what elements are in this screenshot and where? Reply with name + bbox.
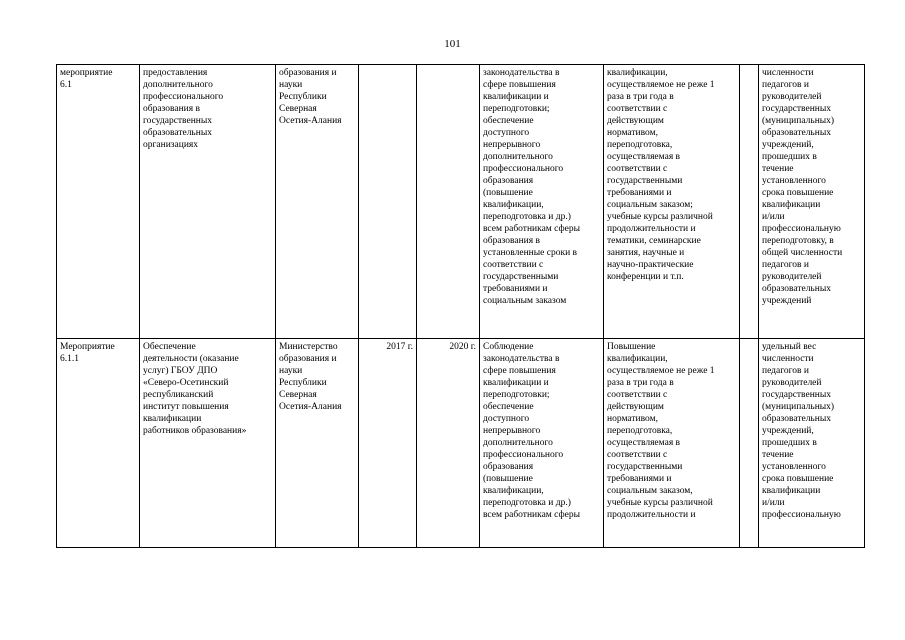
main-directions-cell: Повышение квалификации, осуществляемое не реже 1 раза в три года в соответствии с действующим нормативом, переподготовка, осуществляемая в соответствии с государственными требованиями и социальным заказом, учебные курсы различной продолжительности и bbox=[604, 339, 740, 548]
main-directions-cell: квалификации, осуществляемое не реже 1 раза в три года в соответствии с действующим нормативом, переподготовка, осуществляемая в соответствии с государственными требованиями и социальным заказом; учебные курсы различной продолжительности и тематики, семинарские занятия, научные и научно-практические конференции и т.п. bbox=[604, 65, 740, 339]
start-date-cell: 2017 г. bbox=[359, 339, 417, 548]
page-number: 101 bbox=[444, 38, 461, 50]
start-date-cell bbox=[359, 65, 417, 339]
executor-cell: Министерство образования и науки Республики Северная Осетия-Алания bbox=[276, 339, 359, 548]
empty-cell bbox=[740, 339, 759, 548]
table-row bbox=[57, 339, 865, 548]
event-name-cell: предоставления дополнительного профессионального образования в государственных образовательных организациях bbox=[140, 65, 276, 339]
indicator-cell: численности педагогов и руководителей государственных (муниципальных) образовательных учреждений, прошедших в течение установленного срока повышение квалификации и/или профессиональную переподготовку, в общей численности педагогов и руководителей образовательных учреждений bbox=[759, 65, 865, 339]
program-table bbox=[56, 64, 865, 548]
end-date-cell: 2020 г. bbox=[417, 339, 480, 548]
executor-cell: образования и науки Республики Северная Осетия-Алания bbox=[276, 65, 359, 339]
event-id-cell: Мероприятие 6.1.1 bbox=[57, 339, 140, 548]
event-name-cell: Обеспечение деятельности (оказание услуг) ГБОУ ДПО «Северо-Осетинский республиканский институт повышения квалификации работников образования» bbox=[140, 339, 276, 548]
indicator-cell: удельный вес численности педагогов и руководителей государственных (муниципальных) образовательных учреждений, прошедших в течение установленного срока повышение квалификации и/или профессиональную bbox=[759, 339, 865, 548]
table-row bbox=[57, 65, 865, 339]
event-id-cell: мероприятие 6.1 bbox=[57, 65, 140, 339]
empty-cell bbox=[740, 65, 759, 339]
expected-result-cell: Соблюдение законодательства в сфере повышения квалификации и переподготовки; обеспечение доступного непрерывного дополнительного профессионального образования (повышение квалификации, переподготовка и др.) всем работникам сферы bbox=[480, 339, 604, 548]
end-date-cell bbox=[417, 65, 480, 339]
expected-result-cell: законодательства в сфере повышения квалификации и переподготовки; обеспечение доступного непрерывного дополнительного профессионального образования (повышение квалификации, переподготовка и др.) всем работникам сферы образования в установленные сроки в соответствии с государственными требованиями и социальным заказом bbox=[480, 65, 604, 339]
